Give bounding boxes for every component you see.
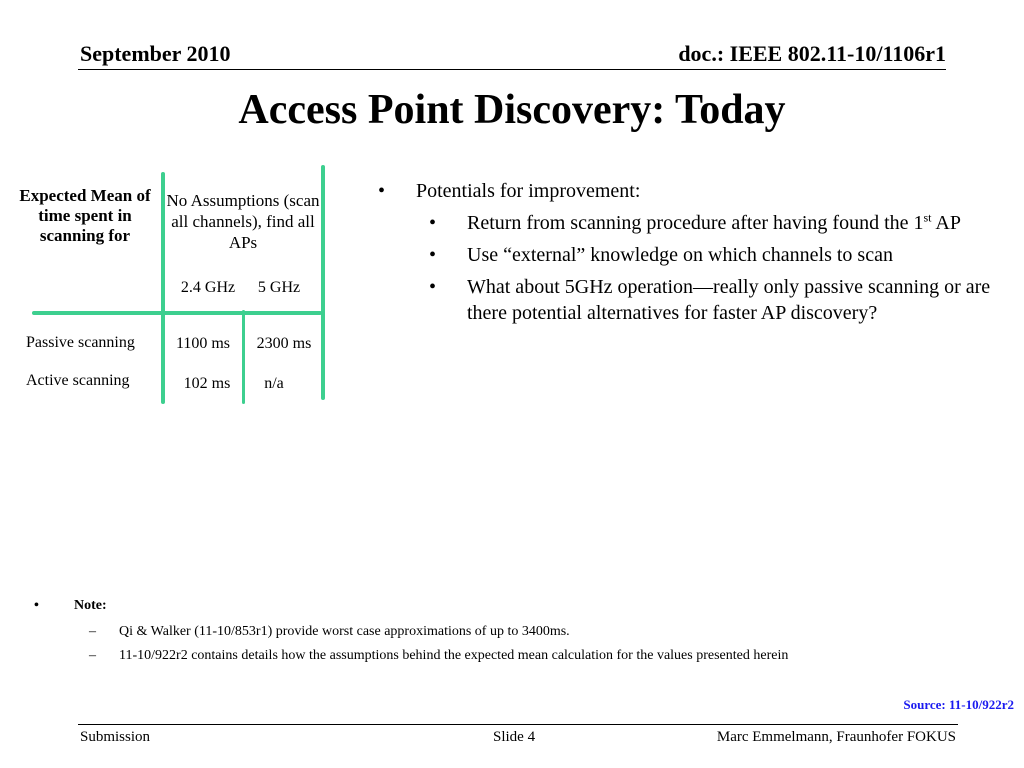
table-hline [32, 311, 322, 315]
note-item-1: – Qi & Walker (11-10/853r1) provide worst case approximations of up to 3400ms. [34, 622, 794, 642]
footer-author: Marc Emmelmann, Fraunhofer FOKUS [716, 729, 956, 745]
bullet-sub-1 [378, 210, 998, 236]
note-item-2: – 11-10/922r2 contains details how the assumptions behind the expected mean calculation for the values presented herein [34, 646, 794, 666]
column-header-2-4ghz: 2.4 GHz [180, 279, 236, 296]
source-citation: Source: 11-10/922r2 [903, 697, 1014, 712]
bullet-sub-1-sup: st [923, 210, 932, 225]
footer-divider [78, 724, 958, 725]
table-column-group-header: No Assumptions (scan all channels), find all APs [166, 191, 320, 252]
row-label-active: Active scanning [26, 372, 130, 389]
cell-passive-5ghz: 2300 ms [256, 335, 312, 352]
row-label-passive: Passive scanning [26, 334, 135, 351]
bullet-sub-1-text: Return from scanning procedure after having found the 1 [467, 212, 924, 234]
slide-title: Access Point Discovery: Today [238, 87, 786, 133]
bullet-sub-1-suffix: AP [931, 212, 961, 234]
header-doc-id: doc.: IEEE 802.11-10/1106r1 [678, 41, 946, 66]
bullet-sub-3: • What about 5GHz operation—really only passive scanning or are there potential alternatives for faster AP discovery? [378, 274, 998, 326]
note-label: • Note: [34, 596, 794, 616]
bullet-main: • Potentials for improvement: [378, 178, 998, 204]
cell-passive-2-4ghz: 1100 ms [175, 335, 231, 352]
header-date: September 2010 [80, 41, 231, 66]
header-divider [78, 69, 946, 70]
cell-active-5ghz: n/a [264, 375, 284, 392]
footer-submission: Submission [80, 729, 151, 745]
improvement-bullets [378, 178, 998, 332]
note-section [34, 596, 794, 670]
bullet-sub-2: • Use “external” knowledge on which channels to scan [378, 242, 998, 268]
cell-active-2-4ghz: 102 ms [183, 375, 231, 392]
table-corner-label: Expected Mean of time spent in scanning for [19, 186, 151, 245]
footer-slide-number: Slide 4 [493, 729, 536, 745]
column-header-5ghz: 5 GHz [257, 279, 301, 296]
